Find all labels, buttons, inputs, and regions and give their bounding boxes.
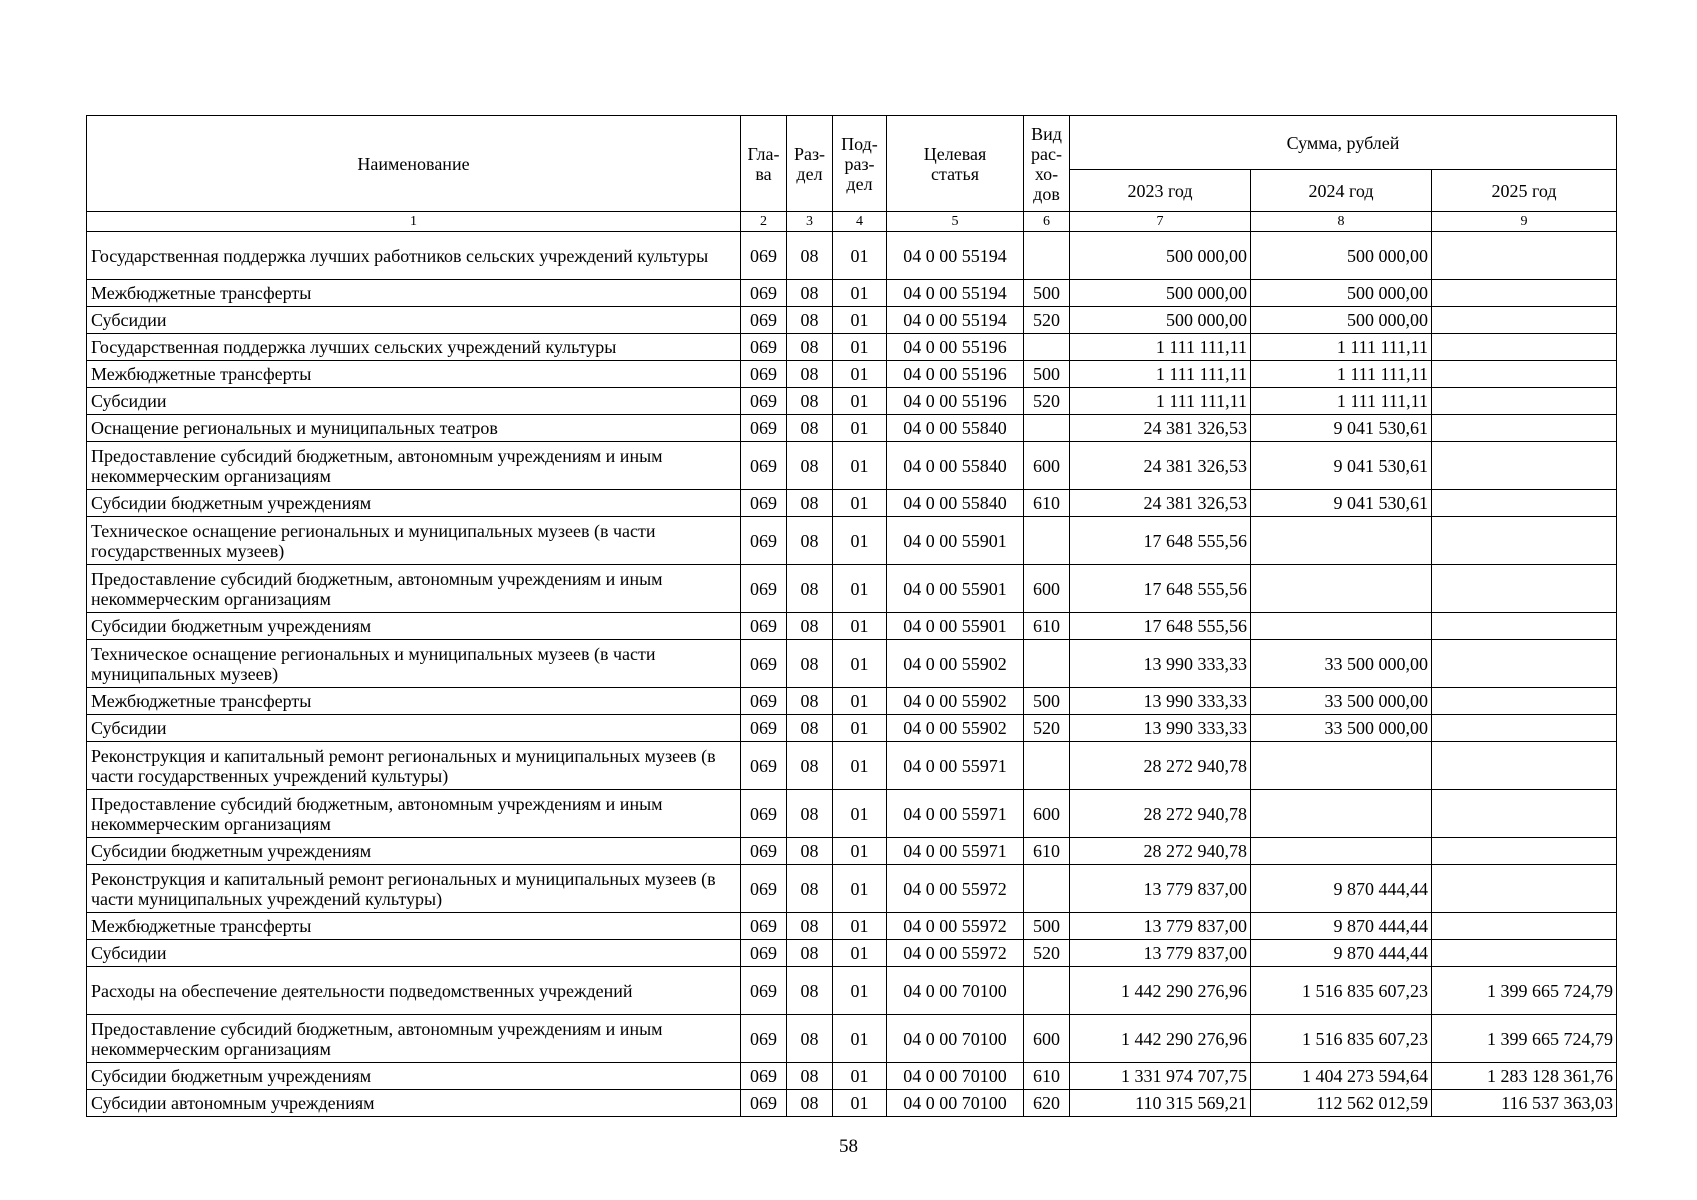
row-target-article: 04 0 00 55971 — [887, 790, 1024, 838]
table-row — [87, 967, 1617, 1015]
row-subsection: 01 — [833, 613, 887, 640]
row-chapter: 069 — [741, 442, 787, 490]
row-chapter: 069 — [741, 715, 787, 742]
row-amount-2025 — [1432, 715, 1617, 742]
row-subsection: 01 — [833, 334, 887, 361]
row-section: 08 — [787, 967, 833, 1015]
row-amount-2025 — [1432, 442, 1617, 490]
row-target-article: 04 0 00 55972 — [887, 865, 1024, 913]
row-amount-2024: 1 111 111,11 — [1251, 388, 1432, 415]
table-row — [87, 361, 1617, 388]
row-amount-2025 — [1432, 688, 1617, 715]
row-name: Предоставление субсидий бюджетным, автономным учреждениям и иным некоммерческим организациям — [87, 1015, 741, 1063]
row-target-article: 04 0 00 55972 — [887, 940, 1024, 967]
row-amount-2024: 1 404 273 594,64 — [1251, 1063, 1432, 1090]
row-name: Реконструкция и капитальный ремонт региональных и муниципальных музеев (в части муниципальных учреждений культуры) — [87, 865, 741, 913]
row-subsection: 01 — [833, 415, 887, 442]
row-section: 08 — [787, 388, 833, 415]
table-row — [87, 232, 1617, 280]
row-name: Субсидии бюджетным учреждениям — [87, 1063, 741, 1090]
row-section: 08 — [787, 940, 833, 967]
row-amount-2025 — [1432, 361, 1617, 388]
table-row — [87, 1015, 1617, 1063]
table-row — [87, 688, 1617, 715]
row-target-article: 04 0 00 55840 — [887, 415, 1024, 442]
row-target-article: 04 0 00 70100 — [887, 1063, 1024, 1090]
row-section: 08 — [787, 1015, 833, 1063]
row-target-article: 04 0 00 55196 — [887, 388, 1024, 415]
row-amount-2025 — [1432, 940, 1617, 967]
row-section: 08 — [787, 565, 833, 613]
row-target-article: 04 0 00 55840 — [887, 490, 1024, 517]
row-name: Предоставление субсидий бюджетным, автономным учреждениям и иным некоммерческим организациям — [87, 442, 741, 490]
row-amount-2024 — [1251, 517, 1432, 565]
row-amount-2024: 33 500 000,00 — [1251, 715, 1432, 742]
table-row — [87, 742, 1617, 790]
row-expense-type — [1024, 232, 1070, 280]
row-amount-2023: 1 111 111,11 — [1070, 334, 1251, 361]
row-amount-2024: 112 562 012,59 — [1251, 1090, 1432, 1117]
row-section: 08 — [787, 613, 833, 640]
row-subsection: 01 — [833, 688, 887, 715]
row-target-article: 04 0 00 55196 — [887, 361, 1024, 388]
row-chapter: 069 — [741, 517, 787, 565]
row-amount-2025 — [1432, 280, 1617, 307]
header-target: Целевая статья — [887, 116, 1024, 212]
row-section: 08 — [787, 1063, 833, 1090]
row-expense-type: 600 — [1024, 442, 1070, 490]
row-expense-type: 500 — [1024, 688, 1070, 715]
row-subsection: 01 — [833, 640, 887, 688]
row-section: 08 — [787, 742, 833, 790]
row-expense-type: 520 — [1024, 715, 1070, 742]
row-amount-2024 — [1251, 742, 1432, 790]
row-expense-type: 520 — [1024, 307, 1070, 334]
row-name: Расходы на обеспечение деятельности подведомственных учреждений — [87, 967, 741, 1015]
table-row — [87, 838, 1617, 865]
row-subsection: 01 — [833, 361, 887, 388]
row-name: Субсидии — [87, 388, 741, 415]
row-amount-2024: 1 516 835 607,23 — [1251, 1015, 1432, 1063]
row-expense-type: 600 — [1024, 1015, 1070, 1063]
row-amount-2025 — [1432, 415, 1617, 442]
column-number: 6 — [1024, 212, 1070, 232]
header-chapter: Гла- ва — [741, 116, 787, 212]
column-number: 4 — [833, 212, 887, 232]
row-subsection: 01 — [833, 940, 887, 967]
table-row — [87, 388, 1617, 415]
table-body — [87, 232, 1617, 1117]
table-row — [87, 865, 1617, 913]
row-section: 08 — [787, 361, 833, 388]
row-amount-2024: 33 500 000,00 — [1251, 640, 1432, 688]
row-amount-2023: 1 331 974 707,75 — [1070, 1063, 1251, 1090]
row-section: 08 — [787, 790, 833, 838]
row-amount-2023: 13 990 333,33 — [1070, 640, 1251, 688]
row-name: Субсидии бюджетным учреждениям — [87, 490, 741, 517]
row-name: Предоставление субсидий бюджетным, автономным учреждениям и иным некоммерческим организациям — [87, 790, 741, 838]
row-subsection: 01 — [833, 715, 887, 742]
row-expense-type — [1024, 967, 1070, 1015]
row-amount-2023: 24 381 326,53 — [1070, 442, 1251, 490]
table-row — [87, 913, 1617, 940]
column-number: 8 — [1251, 212, 1432, 232]
row-amount-2025 — [1432, 565, 1617, 613]
row-expense-type — [1024, 334, 1070, 361]
row-expense-type: 610 — [1024, 838, 1070, 865]
row-name: Субсидии — [87, 715, 741, 742]
row-chapter: 069 — [741, 838, 787, 865]
row-chapter: 069 — [741, 232, 787, 280]
row-target-article: 04 0 00 55901 — [887, 565, 1024, 613]
row-amount-2023: 13 990 333,33 — [1070, 688, 1251, 715]
row-subsection: 01 — [833, 565, 887, 613]
row-expense-type: 600 — [1024, 790, 1070, 838]
column-number: 1 — [87, 212, 741, 232]
row-chapter: 069 — [741, 742, 787, 790]
table-row — [87, 613, 1617, 640]
row-amount-2025 — [1432, 742, 1617, 790]
row-subsection: 01 — [833, 307, 887, 334]
row-section: 08 — [787, 838, 833, 865]
row-chapter: 069 — [741, 388, 787, 415]
row-section: 08 — [787, 688, 833, 715]
row-chapter: 069 — [741, 334, 787, 361]
row-amount-2023: 28 272 940,78 — [1070, 742, 1251, 790]
table-row — [87, 565, 1617, 613]
row-amount-2024: 9 870 444,44 — [1251, 913, 1432, 940]
row-target-article: 04 0 00 55840 — [887, 442, 1024, 490]
table-row — [87, 307, 1617, 334]
row-subsection: 01 — [833, 490, 887, 517]
row-amount-2024: 500 000,00 — [1251, 232, 1432, 280]
row-amount-2024 — [1251, 838, 1432, 865]
row-amount-2023: 13 779 837,00 — [1070, 940, 1251, 967]
row-subsection: 01 — [833, 742, 887, 790]
row-name: Техническое оснащение региональных и муниципальных музеев (в части государственных музеев) — [87, 517, 741, 565]
row-subsection: 01 — [833, 280, 887, 307]
row-expense-type — [1024, 415, 1070, 442]
row-subsection: 01 — [833, 967, 887, 1015]
row-amount-2025 — [1432, 490, 1617, 517]
row-section: 08 — [787, 517, 833, 565]
row-section: 08 — [787, 715, 833, 742]
row-target-article: 04 0 00 70100 — [887, 1015, 1024, 1063]
row-chapter: 069 — [741, 280, 787, 307]
table-row — [87, 1090, 1617, 1117]
row-expense-type: 600 — [1024, 565, 1070, 613]
row-target-article: 04 0 00 70100 — [887, 967, 1024, 1015]
row-amount-2024: 500 000,00 — [1251, 307, 1432, 334]
row-section: 08 — [787, 415, 833, 442]
row-name: Субсидии бюджетным учреждениям — [87, 613, 741, 640]
row-amount-2024: 1 516 835 607,23 — [1251, 967, 1432, 1015]
row-amount-2023: 28 272 940,78 — [1070, 838, 1251, 865]
row-section: 08 — [787, 1090, 833, 1117]
row-amount-2024: 9 041 530,61 — [1251, 415, 1432, 442]
row-expense-type: 610 — [1024, 1063, 1070, 1090]
row-target-article: 04 0 00 55902 — [887, 640, 1024, 688]
row-target-article: 04 0 00 55902 — [887, 688, 1024, 715]
row-amount-2023: 24 381 326,53 — [1070, 490, 1251, 517]
row-expense-type: 610 — [1024, 490, 1070, 517]
row-expense-type: 500 — [1024, 361, 1070, 388]
row-amount-2023: 1 442 290 276,96 — [1070, 1015, 1251, 1063]
row-chapter: 069 — [741, 865, 787, 913]
row-target-article: 04 0 00 55194 — [887, 307, 1024, 334]
row-section: 08 — [787, 640, 833, 688]
row-expense-type: 620 — [1024, 1090, 1070, 1117]
row-section: 08 — [787, 442, 833, 490]
row-chapter: 069 — [741, 688, 787, 715]
header-section: Раз- дел — [787, 116, 833, 212]
row-name: Субсидии — [87, 307, 741, 334]
page-number: 58 — [839, 1136, 858, 1157]
budget-table — [86, 115, 1617, 1117]
column-number: 3 — [787, 212, 833, 232]
row-amount-2023: 110 315 569,21 — [1070, 1090, 1251, 1117]
row-subsection: 01 — [833, 1015, 887, 1063]
row-name: Субсидии бюджетным учреждениям — [87, 838, 741, 865]
table-row — [87, 790, 1617, 838]
row-chapter: 069 — [741, 415, 787, 442]
row-target-article: 04 0 00 70100 — [887, 1090, 1024, 1117]
column-number-row — [87, 212, 1617, 232]
table-row — [87, 640, 1617, 688]
row-subsection: 01 — [833, 838, 887, 865]
row-amount-2023: 500 000,00 — [1070, 280, 1251, 307]
row-name: Реконструкция и капитальный ремонт региональных и муниципальных музеев (в части государственных учреждений культуры) — [87, 742, 741, 790]
row-target-article: 04 0 00 55901 — [887, 517, 1024, 565]
row-amount-2023: 1 111 111,11 — [1070, 361, 1251, 388]
row-amount-2024 — [1251, 565, 1432, 613]
row-amount-2024: 1 111 111,11 — [1251, 361, 1432, 388]
row-chapter: 069 — [741, 565, 787, 613]
row-amount-2025 — [1432, 334, 1617, 361]
row-name: Межбюджетные трансферты — [87, 280, 741, 307]
row-expense-type: 500 — [1024, 280, 1070, 307]
row-target-article: 04 0 00 55901 — [887, 613, 1024, 640]
row-amount-2023: 1 111 111,11 — [1070, 388, 1251, 415]
row-amount-2025 — [1432, 913, 1617, 940]
row-target-article: 04 0 00 55902 — [887, 715, 1024, 742]
row-amount-2025 — [1432, 307, 1617, 334]
row-chapter: 069 — [741, 307, 787, 334]
row-amount-2024: 9 870 444,44 — [1251, 940, 1432, 967]
row-chapter: 069 — [741, 1090, 787, 1117]
row-amount-2024: 9 041 530,61 — [1251, 442, 1432, 490]
table-row — [87, 490, 1617, 517]
row-target-article: 04 0 00 55194 — [887, 232, 1024, 280]
row-amount-2025: 1 399 665 724,79 — [1432, 967, 1617, 1015]
header-subsection: Под- раз- дел — [833, 116, 887, 212]
row-section: 08 — [787, 334, 833, 361]
row-expense-type — [1024, 640, 1070, 688]
row-chapter: 069 — [741, 790, 787, 838]
row-amount-2024: 9 041 530,61 — [1251, 490, 1432, 517]
row-subsection: 01 — [833, 1090, 887, 1117]
row-amount-2025 — [1432, 640, 1617, 688]
row-subsection: 01 — [833, 442, 887, 490]
table-row — [87, 940, 1617, 967]
row-amount-2025: 116 537 363,03 — [1432, 1090, 1617, 1117]
row-amount-2023: 500 000,00 — [1070, 307, 1251, 334]
row-name: Межбюджетные трансферты — [87, 361, 741, 388]
row-name: Государственная поддержка лучших сельских учреждений культуры — [87, 334, 741, 361]
row-expense-type — [1024, 742, 1070, 790]
table-row — [87, 517, 1617, 565]
row-amount-2024: 33 500 000,00 — [1251, 688, 1432, 715]
row-amount-2023: 24 381 326,53 — [1070, 415, 1251, 442]
row-section: 08 — [787, 865, 833, 913]
row-name: Техническое оснащение региональных и муниципальных музеев (в части муниципальных музеев) — [87, 640, 741, 688]
row-chapter: 069 — [741, 913, 787, 940]
row-amount-2024 — [1251, 613, 1432, 640]
row-name: Предоставление субсидий бюджетным, автономным учреждениям и иным некоммерческим организациям — [87, 565, 741, 613]
row-expense-type: 500 — [1024, 913, 1070, 940]
row-expense-type: 610 — [1024, 613, 1070, 640]
row-amount-2025: 1 399 665 724,79 — [1432, 1015, 1617, 1063]
header-year-2023: 2023 год — [1070, 170, 1251, 212]
row-subsection: 01 — [833, 790, 887, 838]
row-section: 08 — [787, 280, 833, 307]
row-chapter: 069 — [741, 967, 787, 1015]
row-target-article: 04 0 00 55971 — [887, 838, 1024, 865]
row-name: Оснащение региональных и муниципальных театров — [87, 415, 741, 442]
row-amount-2023: 28 272 940,78 — [1070, 790, 1251, 838]
header-year-2025: 2025 год — [1432, 170, 1617, 212]
row-amount-2025 — [1432, 388, 1617, 415]
row-amount-2025 — [1432, 232, 1617, 280]
row-expense-type: 520 — [1024, 388, 1070, 415]
row-amount-2024: 500 000,00 — [1251, 280, 1432, 307]
row-amount-2023: 17 648 555,56 — [1070, 517, 1251, 565]
row-chapter: 069 — [741, 940, 787, 967]
row-subsection: 01 — [833, 388, 887, 415]
header-sum: Сумма, рублей — [1070, 116, 1617, 170]
column-number: 5 — [887, 212, 1024, 232]
row-chapter: 069 — [741, 1063, 787, 1090]
row-name: Субсидии автономным учреждениям — [87, 1090, 741, 1117]
table-row — [87, 1063, 1617, 1090]
row-amount-2025 — [1432, 838, 1617, 865]
table-row — [87, 415, 1617, 442]
row-amount-2024: 1 111 111,11 — [1251, 334, 1432, 361]
header-expense-type: Вид рас- хо- дов — [1024, 116, 1070, 212]
row-chapter: 069 — [741, 640, 787, 688]
row-name: Межбюджетные трансферты — [87, 688, 741, 715]
table-row — [87, 442, 1617, 490]
row-chapter: 069 — [741, 613, 787, 640]
column-number: 9 — [1432, 212, 1617, 232]
row-name: Субсидии — [87, 940, 741, 967]
row-amount-2023: 17 648 555,56 — [1070, 613, 1251, 640]
row-subsection: 01 — [833, 517, 887, 565]
column-number: 2 — [741, 212, 787, 232]
row-target-article: 04 0 00 55972 — [887, 913, 1024, 940]
row-expense-type — [1024, 865, 1070, 913]
column-number: 7 — [1070, 212, 1251, 232]
row-chapter: 069 — [741, 490, 787, 517]
table-row — [87, 280, 1617, 307]
row-name: Межбюджетные трансферты — [87, 913, 741, 940]
row-section: 08 — [787, 913, 833, 940]
row-section: 08 — [787, 307, 833, 334]
row-amount-2025 — [1432, 613, 1617, 640]
row-chapter: 069 — [741, 361, 787, 388]
table-row — [87, 334, 1617, 361]
row-amount-2023: 13 779 837,00 — [1070, 913, 1251, 940]
row-section: 08 — [787, 490, 833, 517]
row-amount-2023: 1 442 290 276,96 — [1070, 967, 1251, 1015]
row-amount-2023: 13 779 837,00 — [1070, 865, 1251, 913]
header-year-2024: 2024 год — [1251, 170, 1432, 212]
row-chapter: 069 — [741, 1015, 787, 1063]
row-amount-2025: 1 283 128 361,76 — [1432, 1063, 1617, 1090]
row-expense-type: 520 — [1024, 940, 1070, 967]
row-target-article: 04 0 00 55196 — [887, 334, 1024, 361]
row-amount-2024: 9 870 444,44 — [1251, 865, 1432, 913]
row-amount-2025 — [1432, 865, 1617, 913]
row-amount-2024 — [1251, 790, 1432, 838]
row-target-article: 04 0 00 55194 — [887, 280, 1024, 307]
row-amount-2025 — [1432, 517, 1617, 565]
row-subsection: 01 — [833, 1063, 887, 1090]
row-target-article: 04 0 00 55971 — [887, 742, 1024, 790]
row-subsection: 01 — [833, 913, 887, 940]
header-name: Наименование — [87, 116, 741, 212]
row-name: Государственная поддержка лучших работников сельских учреждений культуры — [87, 232, 741, 280]
row-subsection: 01 — [833, 865, 887, 913]
row-amount-2025 — [1432, 790, 1617, 838]
row-amount-2023: 17 648 555,56 — [1070, 565, 1251, 613]
table-row — [87, 715, 1617, 742]
row-amount-2023: 13 990 333,33 — [1070, 715, 1251, 742]
row-section: 08 — [787, 232, 833, 280]
row-subsection: 01 — [833, 232, 887, 280]
row-amount-2023: 500 000,00 — [1070, 232, 1251, 280]
row-expense-type — [1024, 517, 1070, 565]
